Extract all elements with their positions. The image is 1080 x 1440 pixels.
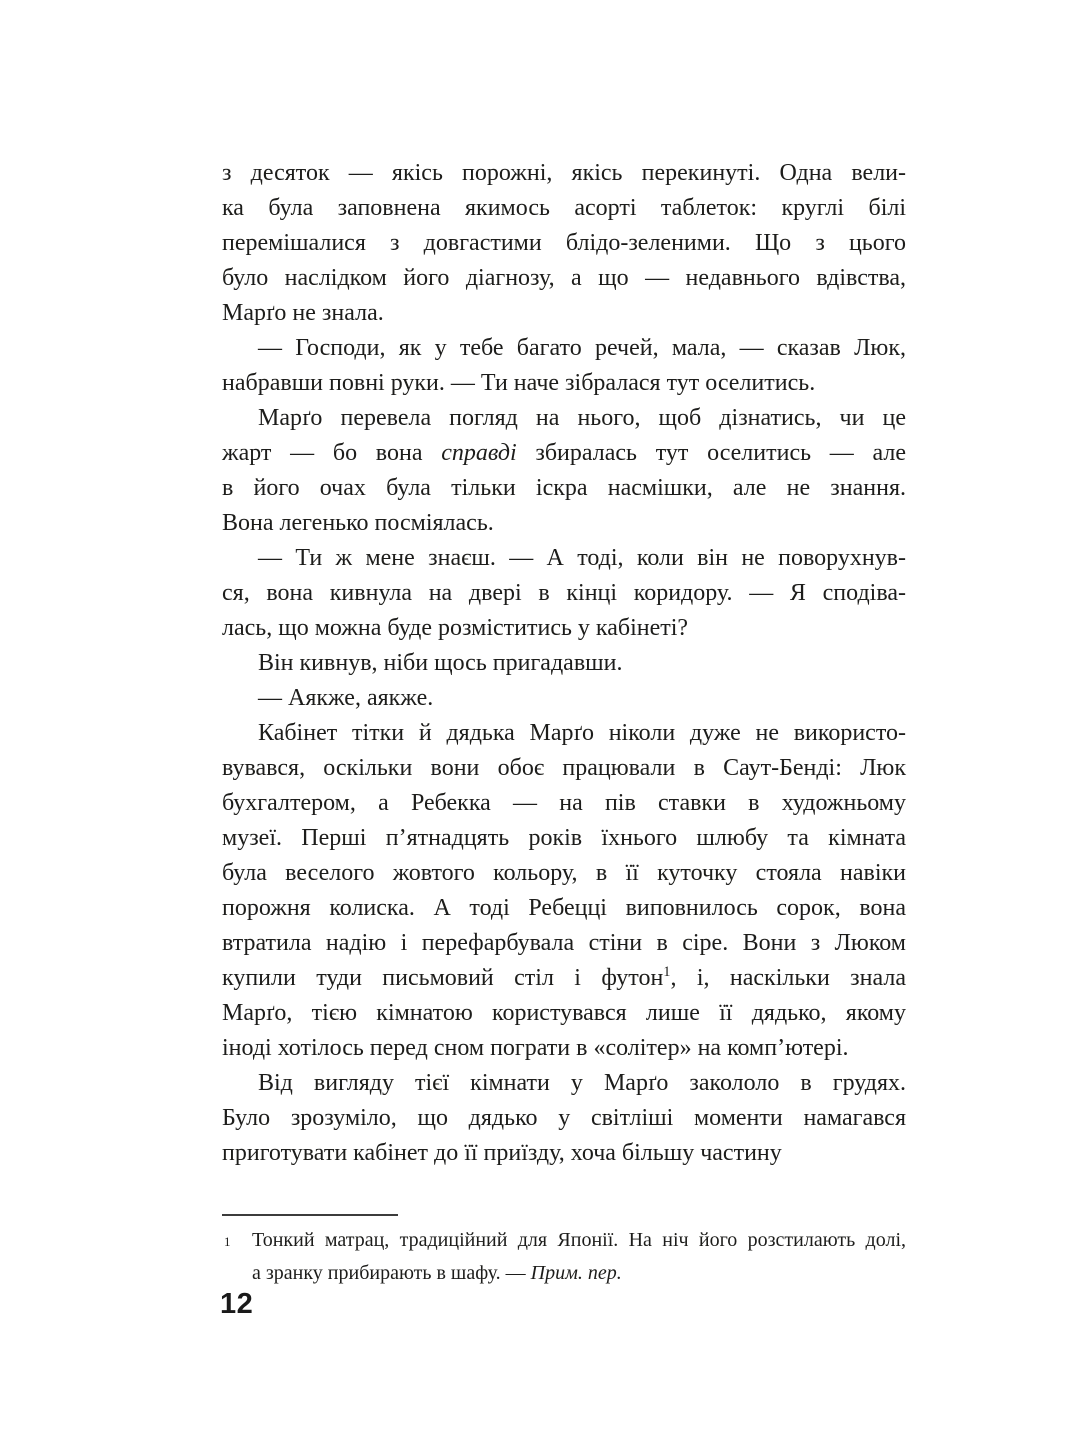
text-line: ся, вона кивнула на двері в кінці коридору. — Я сподіва- <box>222 580 906 606</box>
text-line: вувався, оскільки вони обоє працювали в Саут-Бенді: Люк <box>222 755 906 781</box>
text-line: Він кивнув, ніби щось пригадавши. <box>258 650 623 676</box>
text-line: а зранку прибирають в шафу. — Прим. пер. <box>252 1262 622 1284</box>
page-text <box>222 156 906 1171</box>
text-line: — Ти ж мене знаєш. — А тоді, коли він не поворухнув- <box>258 545 906 571</box>
paragraph <box>222 331 906 401</box>
paragraph <box>222 716 906 1066</box>
text-line: Кабінет тітки й дядька Марґо ніколи дуже не використо- <box>258 720 906 746</box>
text-line: Вона легенько посміялась. <box>222 510 494 536</box>
text-line: Марґо не знала. <box>222 300 384 326</box>
text-line: купили туди письмовий стіл і футон$^1$, і, наскільки знала <box>222 964 906 991</box>
text-line: порожня колиска. А тоді Ребецці виповнилось сорок, вона <box>222 895 906 921</box>
text-line: жарт — бо вона справді збиралась тут оселитись — але <box>222 440 906 466</box>
paragraph <box>222 156 906 331</box>
text-line: музеї. Перші п’ятнадцять років їхнього шлюбу та кімната <box>222 825 906 851</box>
text-line: приготувати кабінет до її приїзду, хоча більшу частину <box>222 1140 782 1166</box>
text-line: Марґо, тією кімнатою користувався лише її дядько, якому <box>222 1000 906 1026</box>
text-line: лась, що можна буде розміститись у кабінеті? <box>222 615 689 641</box>
text-line: бухгалтером, а Ребекка — на пів ставки в художньому <box>222 790 906 816</box>
footnote-marker: 1 <box>224 1234 231 1249</box>
text-line: ка була заповнена якимось асорті таблеток: круглі білі <box>222 195 906 221</box>
footnote-separator <box>222 1214 398 1216</box>
paragraph <box>222 1066 906 1171</box>
footnote-text <box>222 1224 906 1290</box>
paragraph <box>222 646 906 681</box>
text-line: Було зрозуміло, що дядько у світліші моменти намагався <box>222 1105 906 1131</box>
paragraph <box>222 401 906 541</box>
footnote <box>222 1224 906 1290</box>
paragraph <box>222 681 906 716</box>
text-line: з десяток — якісь порожні, якісь перекинуті. Одна вели- <box>222 160 906 186</box>
text-line: було наслідком його діагнозу, а що — недавнього вдівства, <box>222 265 906 291</box>
page-number: 12 <box>220 1288 254 1320</box>
text-line: Тонкий матрац, традиційний для Японії. На ніч його розстилають долі, <box>252 1229 906 1251</box>
paragraph <box>222 541 906 646</box>
text-line: — Господи, як у тебе багато речей, мала, — сказав Люк, <box>258 335 906 361</box>
text-line: втратила надію і перефарбувала стіни в сіре. Вони з Люком <box>222 930 906 956</box>
text-line: набравши повні руки. — Ти наче зібралася тут оселитись. <box>222 370 816 396</box>
text-line: перемішалися з довгастими блідо-зеленими. Що з цього <box>222 230 906 256</box>
text-line: Марґо перевела погляд на нього, щоб дізнатись, чи це <box>258 405 906 431</box>
text-line: в його очах була тільки іскра насмішки, але не знання. <box>222 475 906 501</box>
text-line: іноді хотілось перед сном пограти в «солітер» на комп’ютері. <box>222 1035 849 1061</box>
text-line: — Аякже, аякже. <box>258 685 434 711</box>
text-line: Від вигляду тієї кімнати у Марґо закололо в грудях. <box>258 1070 906 1096</box>
text-line: була веселого жовтого кольору, в її куточку стояла навіки <box>222 860 906 886</box>
